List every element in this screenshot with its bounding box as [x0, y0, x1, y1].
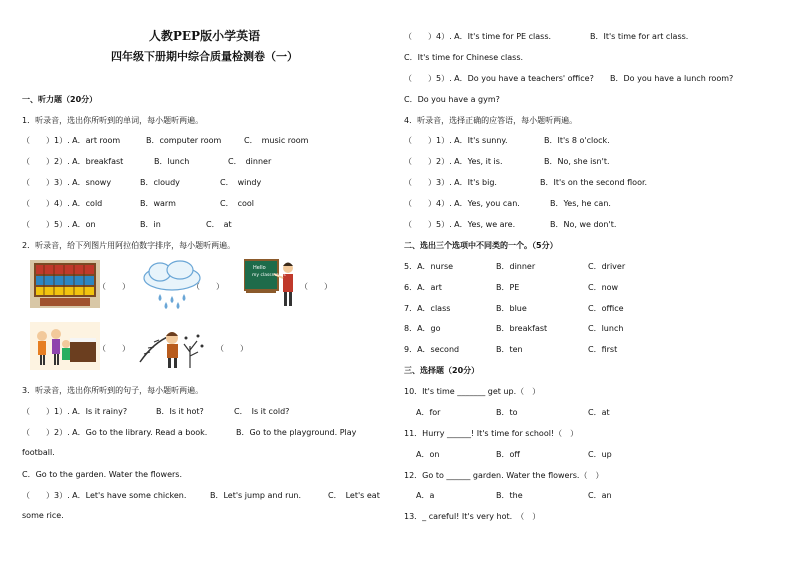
q3-3-c: C． Let's eat [328, 491, 380, 500]
q1-4-b: B．warm [140, 199, 176, 208]
q3-instruction: 3．听录音，选出你所听到的句子，每小题听两遍。 [22, 386, 204, 395]
q3-3-b: B．Let's jump and run. [210, 491, 302, 500]
q3-5-c: C．Do you have a gym? [404, 95, 500, 104]
q3-3-a: （ ）3）. A．Let's have some chicken. [22, 491, 187, 500]
q3-1-c: C． Is it cold? [234, 407, 290, 416]
q7-c: C．office [588, 304, 624, 313]
q3-2-c: C．Go to the garden. Water the flowers. [22, 470, 183, 479]
q9-a: 9．A．second [404, 345, 460, 354]
q9-c: C．first [588, 345, 618, 354]
q8-a: 8．A．go [404, 324, 441, 333]
windy-day-picture [136, 322, 208, 370]
q3-1-b: B．Is it hot? [156, 407, 204, 416]
q7-b: B．blue [496, 304, 527, 313]
q4-2-a: （ ）2）. A．Yes, it is. [404, 157, 503, 166]
q10-stem: 10．It's time _______ get up.（ ） [404, 387, 541, 396]
q3-4-b: B．It's time for art class. [590, 32, 689, 41]
q12-c: C．an [588, 491, 612, 500]
q4-5-a: （ ）5）. A．Yes, we are. [404, 220, 516, 229]
q11-a: A．on [416, 450, 440, 459]
section-2-heading: 二、选出三个选项中不同类的一个。（5分） [404, 241, 558, 250]
q3-2-b: B．Go to the playground. Play [236, 428, 357, 437]
q3-3-c-cont: some rice. [22, 511, 64, 520]
q1-5-a: （ ）5）. A．on [22, 220, 96, 229]
q7-a: 7．A．class [404, 304, 451, 313]
bookshelf-icon [30, 260, 100, 308]
section-1-heading: 一、听力题（20分） [22, 95, 98, 104]
q1-2-a: （ ）2）. A．breakfast [22, 157, 124, 166]
picture-1-blank[interactable]: （ ） [98, 282, 130, 291]
q4-3-a: （ ）3）. A．It's big. [404, 178, 497, 187]
q13-stem: 13．_ careful! It's very hot. （ ） [404, 512, 541, 521]
q5-c: C．driver [588, 262, 626, 271]
q1-4-a: （ ）4）. A．cold [22, 199, 103, 208]
q3-1-a: （ ）1）. A．Is it rainy? [22, 407, 128, 416]
q12-b: B．the [496, 491, 523, 500]
q1-item-3 [22, 177, 111, 188]
picture-2-blank[interactable]: （ ） [192, 282, 224, 291]
q4-4-b: B．Yes, he can. [550, 199, 611, 208]
q1-item-2 [22, 156, 123, 167]
q1-1-a: （ ）1）. A．art room [22, 136, 121, 145]
q1-item-1 [22, 135, 120, 146]
q5-a: 5．A．nurse [404, 262, 454, 271]
q11-b: B．off [496, 450, 520, 459]
q12-a: A．a [416, 491, 435, 500]
library-picture [30, 260, 100, 308]
q4-1-a: （ ）1）. A．It's sunny. [404, 136, 508, 145]
q9-b: B．ten [496, 345, 523, 354]
q1-instruction: 1．听录音，选出你所听到的单词，每小题听两遍。 [22, 116, 204, 125]
q6-c: C．now [588, 283, 619, 292]
windy-tree-icon [136, 322, 208, 370]
q3-2-a: （ ）2）. A．Go to the library. Read a book. [22, 428, 208, 437]
q10-c: C．at [588, 408, 610, 417]
title-line-1: 人教PEP版小学英语 [148, 29, 261, 43]
q1-item-5 [22, 219, 96, 230]
q3-2-b-cont: football. [22, 448, 55, 457]
q4-4-a: （ ）4）. A．Yes, you can. [404, 199, 520, 208]
q3-5-a: （ ）5）. A．Do you have a teachers' office? [404, 74, 594, 83]
q4-2-b: B．No, she isn't. [544, 157, 610, 166]
q1-1-c: C． music room [244, 136, 309, 145]
q1-item-4 [22, 198, 102, 209]
q10-b: B．to [496, 408, 518, 417]
q11-stem: 11．Hurry ______! It's time for school!（ ） [404, 429, 579, 438]
q1-3-c: C． windy [220, 178, 262, 187]
q11-c: C．up [588, 450, 612, 459]
q3-4-a: （ ）4）. A．It's time for PE class. [404, 32, 552, 41]
piano-children-icon [30, 322, 100, 370]
q6-a: 6．A．art [404, 283, 442, 292]
picture-4-blank[interactable]: （ ） [98, 344, 130, 353]
blackboard-text-2: my classmates [252, 273, 286, 278]
q1-2-b: B．lunch [154, 157, 190, 166]
title-line-2: 四年级下册期中综合质量检测卷（一） [111, 50, 298, 63]
q1-4-c: C． cool [220, 199, 254, 208]
q8-c: C．lunch [588, 324, 624, 333]
picture-5-blank[interactable]: （ ） [216, 344, 248, 353]
q10-a: A．for [416, 408, 441, 417]
q1-3-b: B．cloudy [140, 178, 180, 187]
q3-5-b: B．Do you have a lunch room? [610, 74, 734, 83]
q4-1-b: B．It's 8 o'clock. [544, 136, 610, 145]
music-room-picture [30, 322, 100, 370]
q1-5-c: C． at [206, 220, 232, 229]
q4-instruction: 4．听录音，选择正确的应答语，每小题听两遍。 [404, 116, 578, 125]
q4-3-b: B．It's on the second floor. [540, 178, 648, 187]
q5-b: B．dinner [496, 262, 536, 271]
q3-4-c: C．It's time for Chinese class. [404, 53, 524, 62]
q1-1-b: B．computer room [146, 136, 222, 145]
q8-b: B．breakfast [496, 324, 548, 333]
section-3-heading: 三、选择题（20分） [404, 366, 480, 375]
q2-instruction: 2．听录音，给下列图片用阿拉伯数字排序，每小题听两遍。 [22, 241, 236, 250]
q1-3-a: （ ）3）. A．snowy [22, 178, 112, 187]
q1-2-c: C． dinner [228, 157, 272, 166]
picture-3-blank[interactable]: （ ） [300, 282, 332, 291]
q1-5-b: B．in [140, 220, 161, 229]
q12-stem: 12．Go to ______ garden. Water the flowers.（ ） [404, 471, 604, 480]
q4-5-b: B．No, we don't. [550, 220, 617, 229]
blackboard-text-1: Hello [253, 265, 266, 271]
q6-b: B．PE [496, 283, 520, 292]
